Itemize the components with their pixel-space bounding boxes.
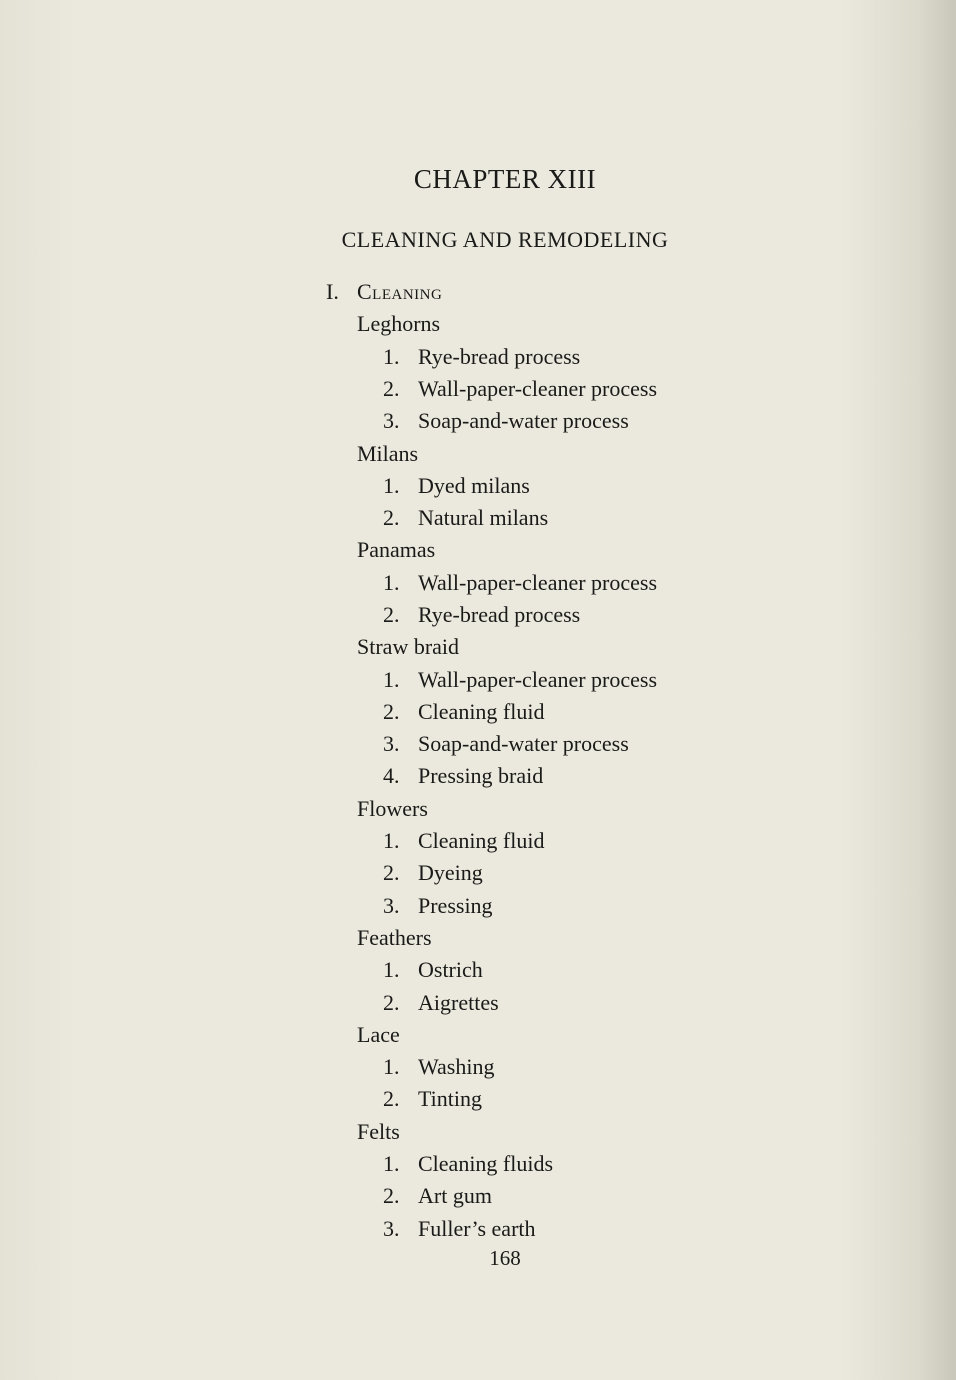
outline-group-heading: Lace (357, 1022, 400, 1047)
outline-item-label: Soap-and-water process (418, 731, 629, 756)
outline-group-heading: Felts (357, 1119, 400, 1144)
section-heading: Cleaning (357, 279, 443, 304)
outline-item-label: Dyeing (418, 860, 483, 885)
outline-item-label: Cleaning fluids (418, 1151, 554, 1176)
outline-item-label: Wall-paper-cleaner process (418, 667, 658, 692)
outline-item-label: Pressing braid (418, 763, 544, 788)
outline-item-number: 3. (383, 408, 400, 433)
outline-item-number: 2. (383, 699, 400, 724)
outline-item-number: 3. (383, 731, 400, 756)
outline-group-heading: Milans (357, 441, 419, 466)
outline-item-label: Cleaning fluid (418, 699, 545, 724)
outline-item-label: Soap-and-water process (418, 408, 629, 433)
page-number: 168 (489, 1246, 521, 1270)
outline-item-label: Wall-paper-cleaner process (418, 376, 658, 401)
outline-item-label: Washing (418, 1054, 495, 1079)
outline-item-number: 2. (383, 602, 400, 627)
outline-item-number: 2. (383, 505, 400, 530)
outline-item-number: 2. (383, 990, 400, 1015)
outline-item-number: 4. (383, 763, 400, 788)
outline-item-label: Fuller’s earth (418, 1216, 536, 1241)
outline-item-label: Natural milans (418, 505, 549, 530)
outline-group-heading: Feathers (357, 925, 432, 950)
outline-item-label: Rye-bread process (418, 344, 581, 369)
outline-item-label: Rye-bread process (418, 602, 581, 627)
outline-item-number: 1. (383, 1054, 400, 1079)
outline-item-label: Wall-paper-cleaner process (418, 570, 658, 595)
outline-item-number: 1. (383, 344, 400, 369)
outline-item-number: 1. (383, 1151, 400, 1176)
outline-group-heading: Straw braid (357, 634, 460, 659)
outline-item-number: 1. (383, 473, 400, 498)
outline-item-number: 3. (383, 1216, 400, 1241)
outline-item-number: 1. (383, 828, 400, 853)
outline-item-number: 2. (383, 376, 400, 401)
outline-item-number: 1. (383, 570, 400, 595)
outline-item-label: Dyed milans (418, 473, 530, 498)
outline-item-number: 2. (383, 860, 400, 885)
outline-item-number: 1. (383, 957, 400, 982)
outline-item-number: 2. (383, 1183, 400, 1208)
outline-item-label: Ostrich (418, 957, 483, 982)
outline-group-heading: Leghorns (357, 311, 441, 336)
outline-item-label: Tinting (418, 1086, 483, 1111)
outline-item-label: Aigrettes (418, 990, 499, 1015)
outline-item-number: 3. (383, 893, 400, 918)
outline-group-heading: Flowers (357, 796, 428, 821)
outline-group-heading: Panamas (357, 537, 436, 562)
outline-item-label: Art gum (418, 1183, 492, 1208)
outline-item-label: Cleaning fluid (418, 828, 545, 853)
section-number: I. (326, 279, 339, 304)
chapter-subtitle: CLEANING AND REMODELING (341, 227, 669, 252)
outline-item-number: 2. (383, 1086, 400, 1111)
chapter-title: CHAPTER XIII (413, 164, 597, 194)
outline-item-number: 1. (383, 667, 400, 692)
outline-item-label: Pressing (418, 893, 493, 918)
